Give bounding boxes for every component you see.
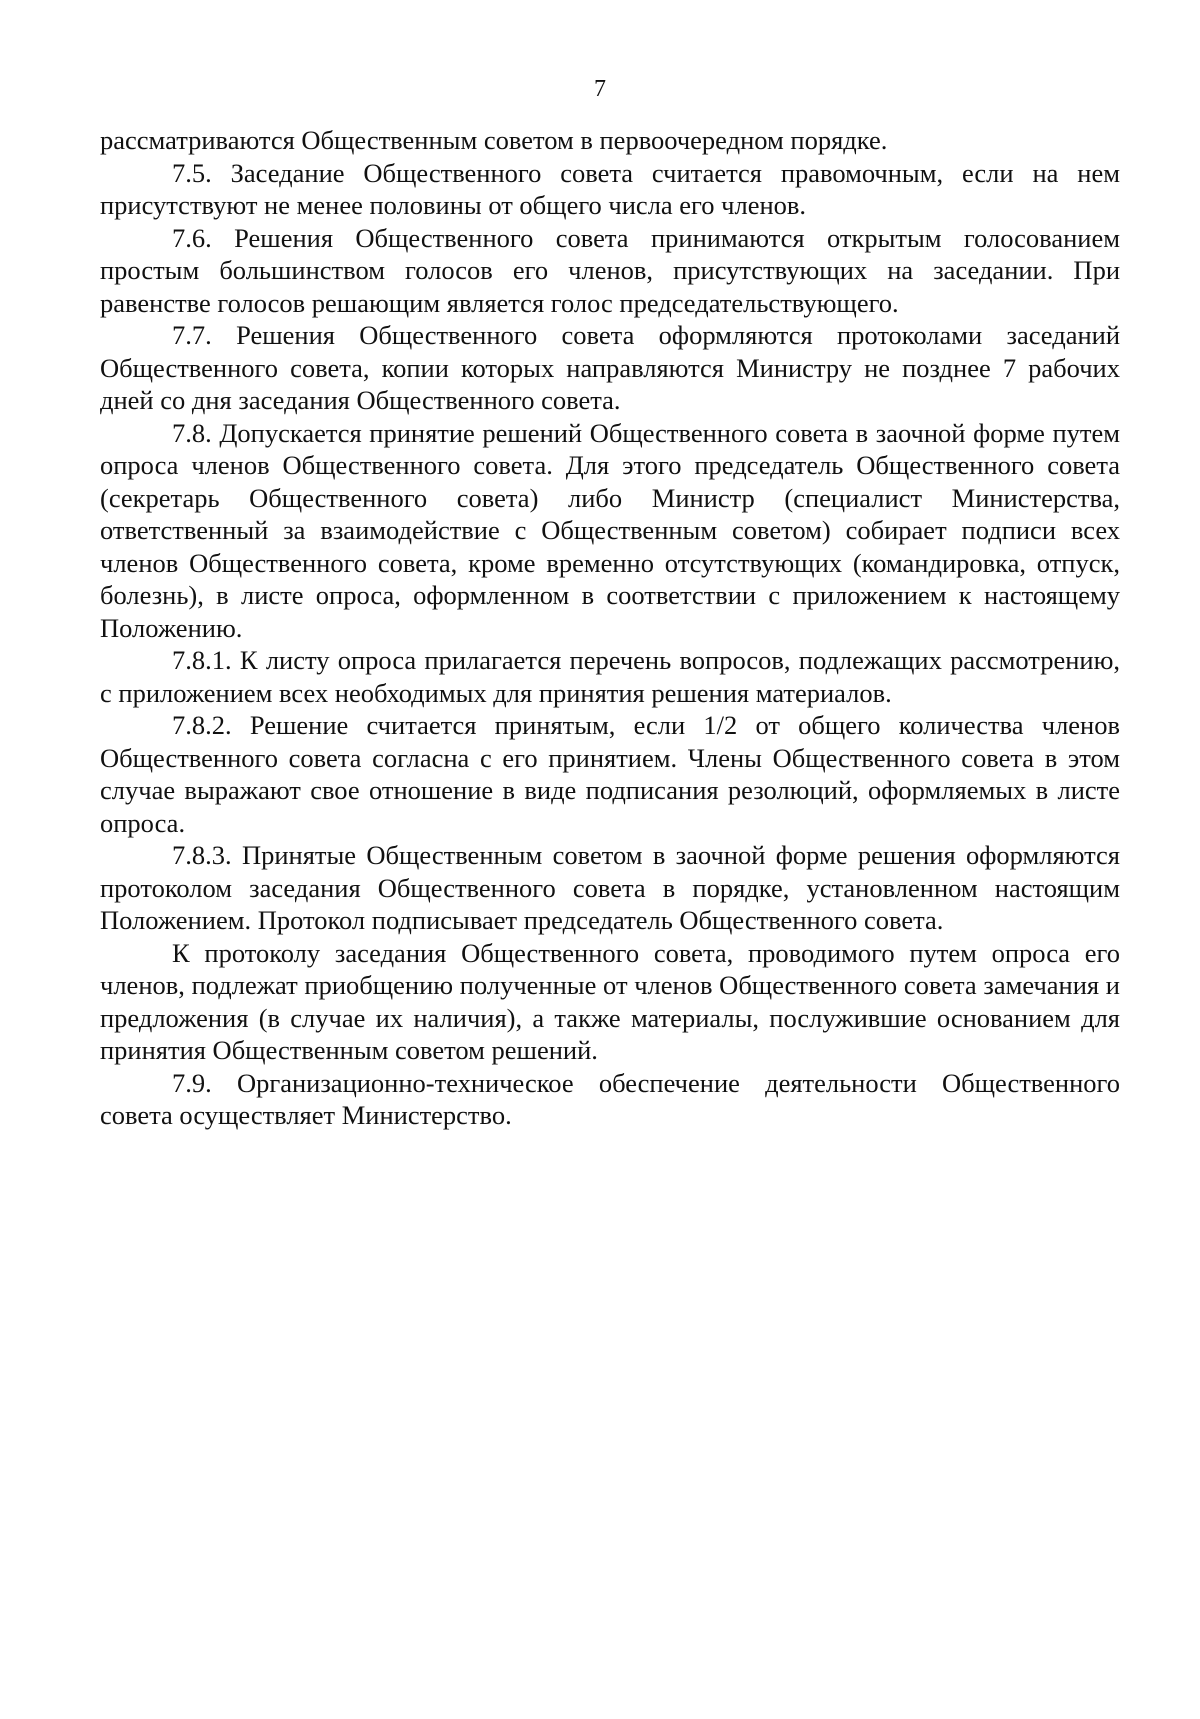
paragraph-7-5: 7.5. Заседание Общественного совета считается правомочным, если на нем присутствуют не менее половины от общего числа его членов. <box>100 157 1120 220</box>
paragraph-7-8-1: 7.8.1. К листу опроса прилагается перечень вопросов, подлежащих рассмотрению, с приложением всех необходимых для принятия решения материалов. <box>100 645 1120 708</box>
paragraph-7-6: 7.6. Решения Общественного совета принимаются открытым голосованием простым большинством голосов его членов, присутствующих на заседании. При равенстве голосов решающим является голос председательствующего. <box>100 222 1120 318</box>
paragraph-continuation: рассматриваются Общественным советом в первоочередном порядке. <box>100 125 888 155</box>
paragraph-7-8-2: 7.8.2. Решение считается принятым, если 1/2 от общего количества членов Общественного совета согласна с его принятием. Члены Общественного совета в этом случае выражают свое отношение в виде подписания резолюций, оформляемых в листе опроса. <box>100 710 1120 838</box>
paragraph-protocol-attachments: К протоколу заседания Общественного совета, проводимого путем опроса его членов, подлежат приобщению полученные от членов Общественного совета замечания и предложения (в случае их наличия), а также материалы, послужившие основанием для принятия Общественным советом решений. <box>100 937 1120 1065</box>
page-number: 7 <box>594 76 606 102</box>
paragraph-7-9: 7.9. Организационно-техническое обеспечение деятельности Общественного совета осуществляет Министерство. <box>100 1067 1120 1130</box>
document-body <box>100 124 1120 1132</box>
paragraph-7-8: 7.8. Допускается принятие решений Общественного совета в заочной форме путем опроса членов Общественного совета. Для этого председатель Общественного совета (секретарь Общественного совета) либо Министр (специалист Министерства, ответственный за взаимодействие с Общественным советом) собирает подписи всех членов Общественного совета, кроме временно отсутствующих (командировка, отпуск, болезнь), в листе опроса, оформленном в соответствии с приложением к настоящему Положению. <box>100 417 1120 643</box>
paragraph-7-7: 7.7. Решения Общественного совета оформляются протоколами заседаний Общественного совета, копии которых направляются Министру не позднее 7 рабочих дней со дня заседания Общественного совета. <box>100 320 1120 415</box>
paragraph-7-8-3: 7.8.3. Принятые Общественным советом в заочной форме решения оформляются протоколом заседания Общественного совета в порядке, установленном настоящим Положением. Протокол подписывает председатель Общественного совета. <box>100 840 1120 935</box>
